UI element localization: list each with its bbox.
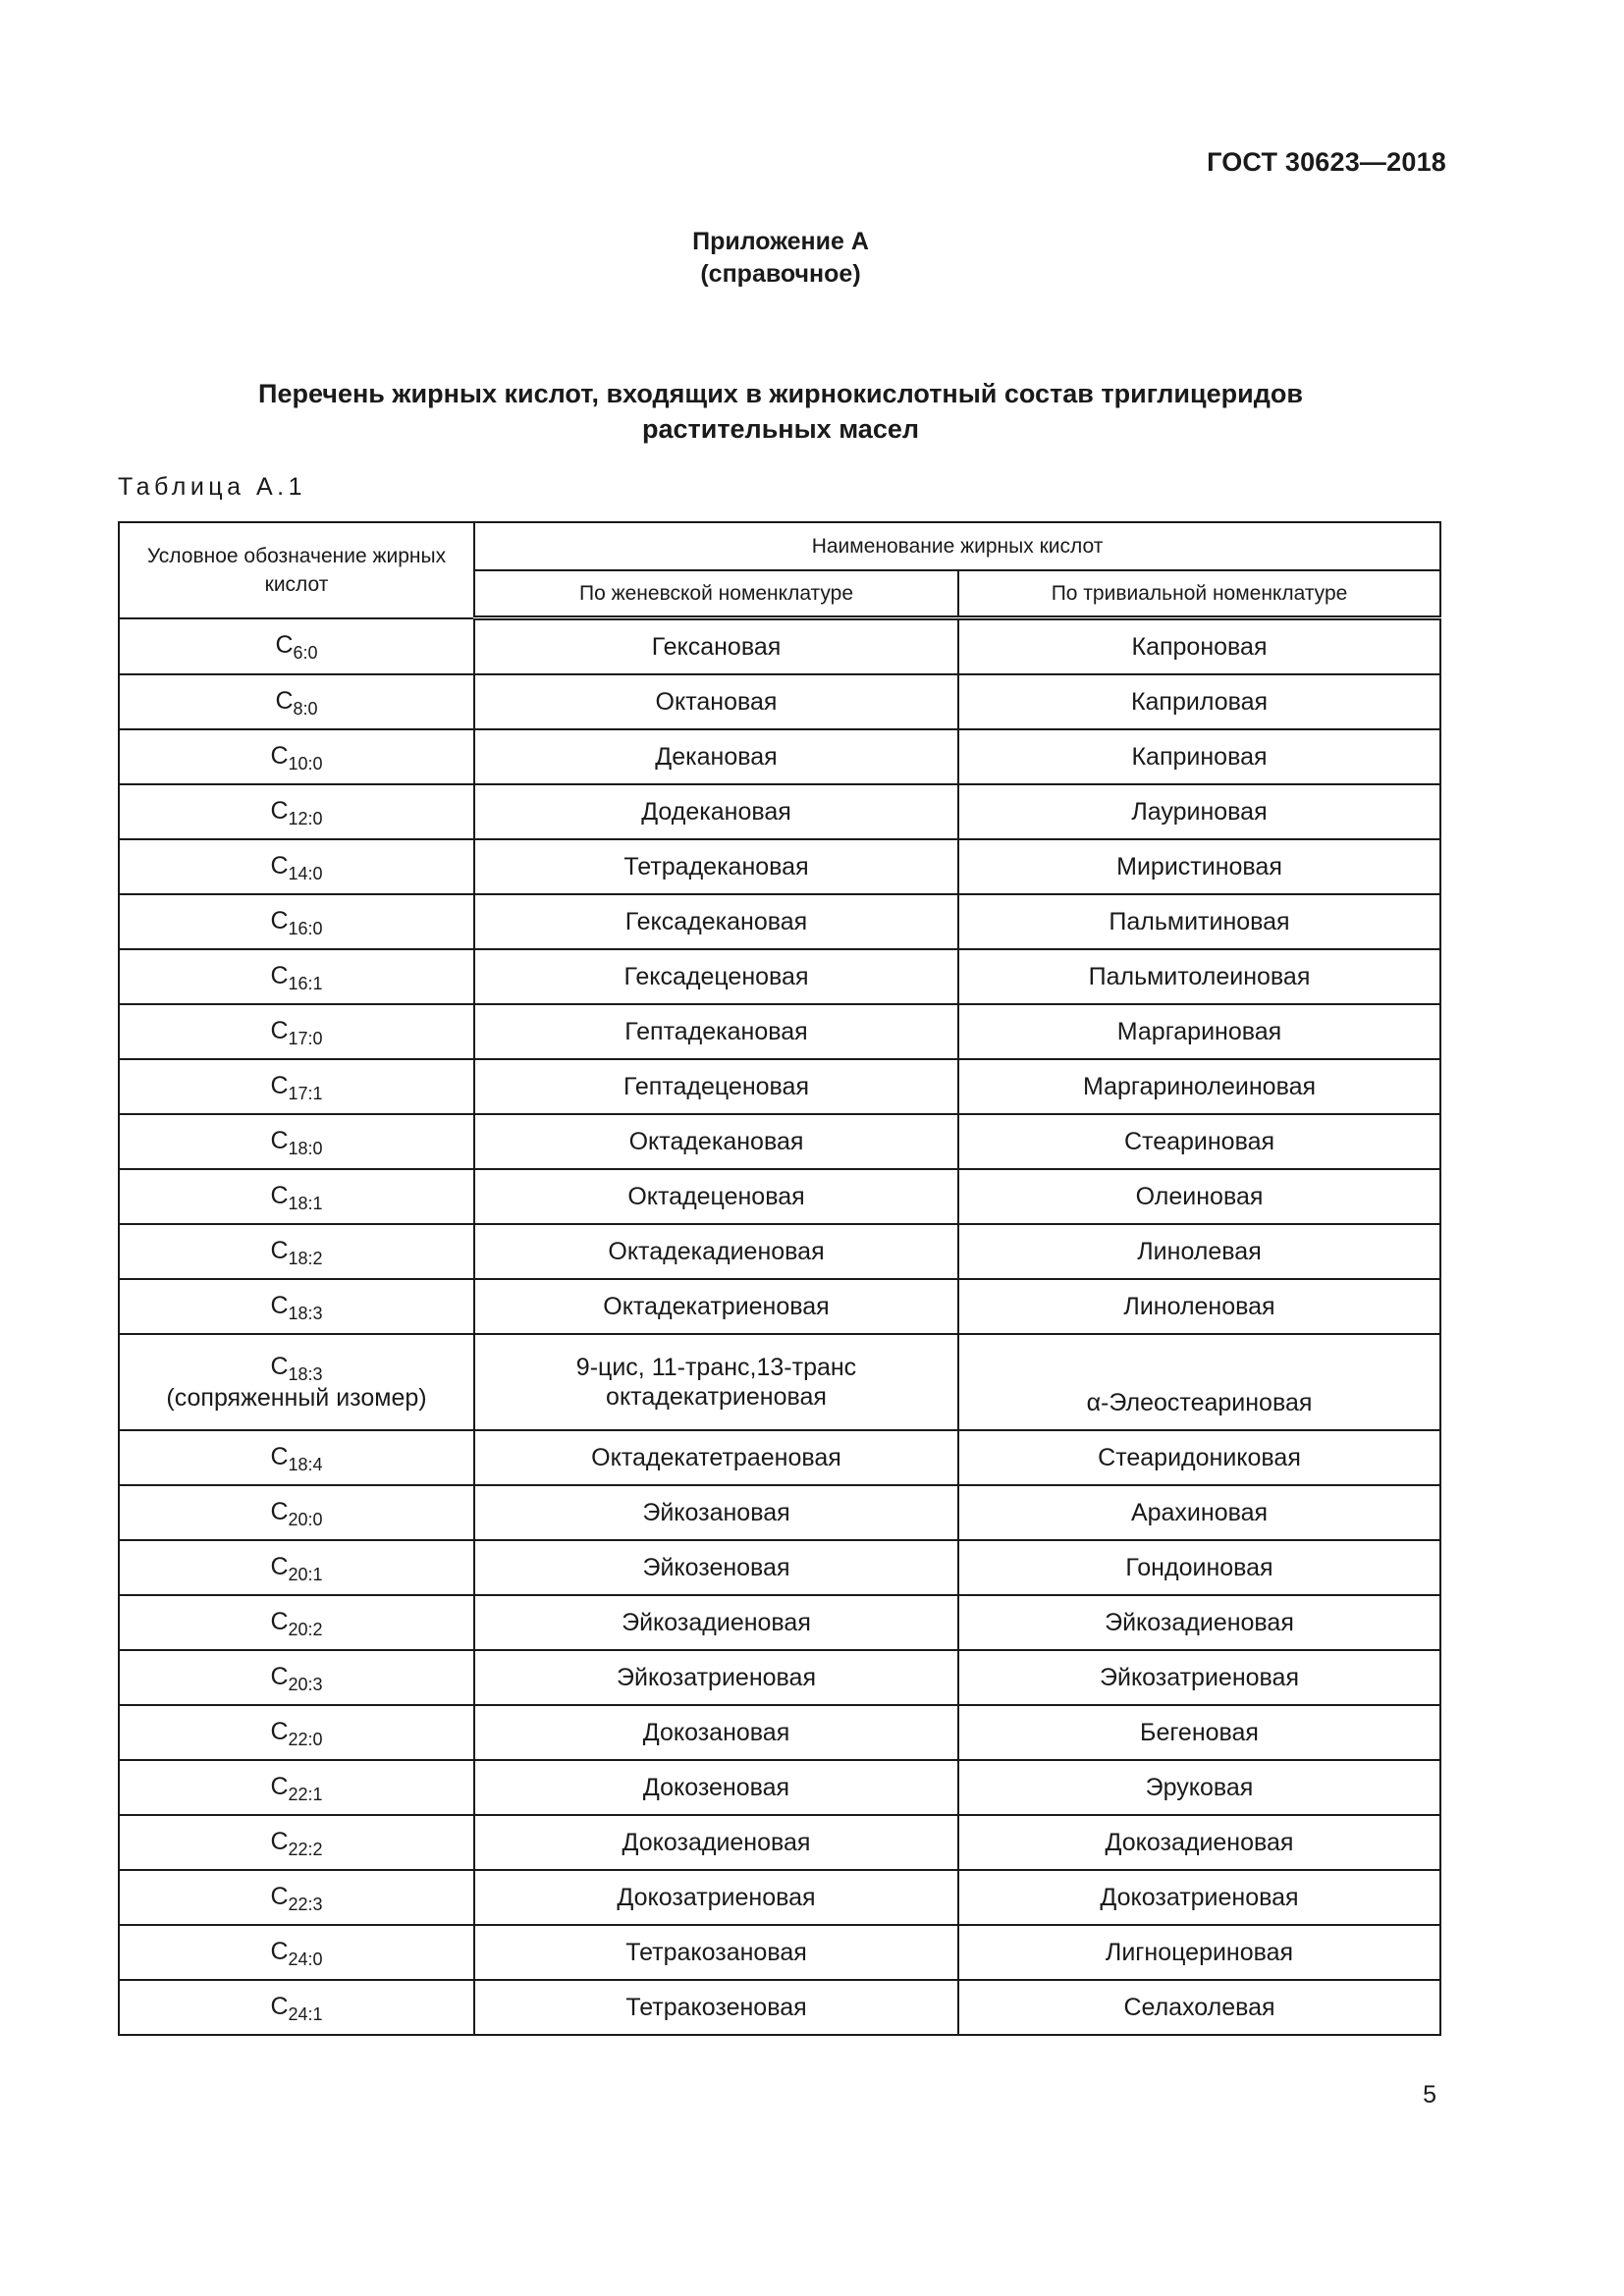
designation-base: C — [270, 1181, 289, 1209]
designation-base: C — [270, 1352, 289, 1380]
designation-base: C — [270, 851, 289, 880]
designation-base: C — [270, 1882, 289, 1910]
document-code: ГОСТ 30623—2018 — [1207, 147, 1446, 177]
designation-subscript: 24:0 — [288, 1949, 323, 1969]
fatty-acids-table — [118, 521, 1441, 2036]
table-row — [119, 1430, 1440, 1485]
acid-designation — [270, 1882, 323, 1914]
appendix-type: (справочное) — [700, 260, 861, 288]
cell-designation — [119, 674, 474, 729]
table-row — [119, 729, 1440, 784]
cell-designation — [119, 1540, 474, 1595]
designation-base: C — [270, 1662, 289, 1690]
cell-trivial-name: Гондоиновая — [958, 1540, 1440, 1595]
cell-geneva-name: Декановая — [474, 729, 958, 784]
cell-designation — [119, 1114, 474, 1169]
acid-designation — [270, 1126, 323, 1158]
designation-subscript: 6:0 — [293, 642, 318, 663]
table-row — [119, 1279, 1440, 1334]
designation-subscript: 18:4 — [288, 1454, 323, 1474]
cell-geneva-name: Додекановая — [474, 784, 958, 839]
designation-base: C — [270, 906, 289, 934]
cell-designation — [119, 618, 474, 675]
cell-designation — [119, 1430, 474, 1485]
designation-subscript: 16:1 — [288, 973, 323, 993]
cell-geneva-name: Октановая — [474, 674, 958, 729]
acid-designation — [270, 1071, 323, 1103]
designation-base: C — [270, 1772, 289, 1800]
cell-trivial-name: Олеиновая — [958, 1169, 1440, 1224]
cell-designation — [119, 894, 474, 949]
header-designation: Условное обозначение жирных кислот — [119, 522, 474, 618]
acid-designation — [270, 1937, 323, 1969]
page-title-line-2: растительных масел — [641, 414, 920, 444]
designation-subscript: 20:1 — [288, 1564, 323, 1584]
cell-trivial-name: Лауриновая — [958, 784, 1440, 839]
cell-trivial-name: Линоленовая — [958, 1279, 1440, 1334]
cell-designation — [119, 839, 474, 894]
designation-subscript: 22:0 — [288, 1729, 323, 1749]
table-row — [119, 1705, 1440, 1760]
acid-designation — [270, 1236, 323, 1268]
cell-trivial-name: Каприловая — [958, 674, 1440, 729]
cell-trivial-name: Эйкозадиеновая — [958, 1595, 1440, 1650]
cell-designation — [119, 1925, 474, 1980]
cell-designation — [119, 1279, 474, 1334]
cell-trivial-name: Маргаринолеиновая — [958, 1059, 1440, 1114]
cell-geneva-name: Октадекановая — [474, 1114, 958, 1169]
table-body — [119, 618, 1440, 2036]
cell-designation — [119, 1870, 474, 1925]
designation-subscript: 22:2 — [288, 1839, 323, 1859]
cell-trivial-name: Капроновая — [958, 618, 1440, 675]
acid-designation — [270, 1552, 323, 1584]
table-row — [119, 674, 1440, 729]
cell-trivial-name: Стеариновая — [958, 1114, 1440, 1169]
designation-note: (сопряженный изомер) — [166, 1383, 427, 1412]
cell-geneva-name: Гексановая — [474, 618, 958, 675]
cell-geneva-name: Октадекатетраеновая — [474, 1430, 958, 1485]
designation-base: C — [270, 796, 289, 825]
cell-geneva-name: Эйкозадиеновая — [474, 1595, 958, 1650]
cell-geneva-name: Докозановая — [474, 1705, 958, 1760]
acid-designation — [270, 961, 323, 993]
cell-geneva-name: Эйкозановая — [474, 1485, 958, 1540]
acid-designation — [270, 1442, 323, 1474]
cell-trivial-name: Эйкозатриеновая — [958, 1650, 1440, 1705]
cell-trivial-name: Стеаридониковая — [958, 1430, 1440, 1485]
table-row — [119, 1485, 1440, 1540]
cell-trivial-name: Линолевая — [958, 1224, 1440, 1279]
appendix-label: Приложение А — [692, 228, 869, 255]
cell-geneva-name: Октадекадиеновая — [474, 1224, 958, 1279]
cell-designation — [119, 1485, 474, 1540]
designation-subscript: 17:0 — [288, 1028, 323, 1048]
cell-trivial-name: Селахолевая — [958, 1980, 1440, 2035]
designation-subscript: 18:2 — [288, 1248, 323, 1268]
cell-geneva-name: Гептадекановая — [474, 1004, 958, 1059]
designation-subscript: 20:0 — [288, 1509, 323, 1529]
designation-base: C — [270, 961, 289, 989]
designation-base: C — [270, 1607, 289, 1635]
acid-designation — [270, 1772, 323, 1804]
cell-trivial-name: Миристиновая — [958, 839, 1440, 894]
designation-subscript: 18:3 — [288, 1303, 323, 1323]
cell-geneva-name: Докозатриеновая — [474, 1870, 958, 1925]
designation-base: C — [270, 1827, 289, 1855]
designation-subscript: 22:3 — [288, 1894, 323, 1914]
acid-designation — [270, 1291, 323, 1323]
acid-designation — [270, 1016, 323, 1048]
cell-designation — [119, 1650, 474, 1705]
cell-geneva-name: Октадекатриеновая — [474, 1279, 958, 1334]
cell-designation — [119, 949, 474, 1004]
acid-designation — [275, 686, 318, 719]
acid-designation — [270, 1717, 323, 1749]
cell-geneva-name: Эйкозатриеновая — [474, 1650, 958, 1705]
table-row — [119, 618, 1440, 675]
cell-trivial-name: Арахиновая — [958, 1485, 1440, 1540]
designation-base: C — [270, 1236, 289, 1264]
table-row — [119, 1169, 1440, 1224]
acid-designation — [270, 1662, 323, 1694]
cell-trivial-name: Пальмитолеиновая — [958, 949, 1440, 1004]
cell-trivial-name: Маргариновая — [958, 1004, 1440, 1059]
cell-designation — [119, 1980, 474, 2035]
table-row — [119, 1760, 1440, 1815]
designation-subscript: 24:1 — [288, 2003, 323, 2024]
designation-base: C — [270, 1126, 289, 1154]
cell-designation — [119, 1059, 474, 1114]
acid-designation — [270, 1827, 323, 1859]
header-trivial: По тривиальной номенклатуре — [958, 570, 1440, 618]
cell-geneva-name: Гексадеценовая — [474, 949, 958, 1004]
designation-base: C — [270, 1016, 289, 1044]
table-row — [119, 1540, 1440, 1595]
table-row — [119, 1334, 1440, 1430]
cell-trivial-name: Докозатриеновая — [958, 1870, 1440, 1925]
cell-geneva-name: Тетрадекановая — [474, 839, 958, 894]
cell-designation — [119, 1760, 474, 1815]
appendix-heading — [0, 226, 1561, 291]
cell-designation — [119, 1004, 474, 1059]
cell-designation — [119, 1705, 474, 1760]
designation-subscript: 18:0 — [288, 1138, 323, 1158]
acid-designation — [270, 1607, 323, 1639]
designation-subscript: 20:2 — [288, 1619, 323, 1639]
cell-geneva-name: Докозеновая — [474, 1760, 958, 1815]
acid-designation — [270, 1497, 323, 1529]
cell-trivial-name: Каприновая — [958, 729, 1440, 784]
table-row — [119, 1815, 1440, 1870]
page-title — [0, 376, 1561, 447]
cell-designation — [119, 1169, 474, 1224]
table-row — [119, 1980, 1440, 2035]
acid-designation — [270, 906, 323, 938]
table-row — [119, 1925, 1440, 1980]
designation-subscript: 10:0 — [288, 753, 323, 774]
cell-trivial-name: Докозадиеновая — [958, 1815, 1440, 1870]
acid-designation — [270, 741, 323, 774]
cell-trivial-name: Пальмитиновая — [958, 894, 1440, 949]
table-row — [119, 839, 1440, 894]
geneva-name-line-2: октадекатриеновая — [606, 1383, 827, 1411]
acid-designation — [270, 1352, 323, 1384]
designation-subscript: 22:1 — [288, 1784, 323, 1804]
header-names-group: Наименование жирных кислот — [474, 522, 1440, 570]
cell-trivial-name: Бегеновая — [958, 1705, 1440, 1760]
table-row — [119, 1870, 1440, 1925]
cell-designation — [119, 1224, 474, 1279]
cell-trivial-name: α-Элеостеариновая — [958, 1334, 1440, 1430]
cell-trivial-name: Эруковая — [958, 1760, 1440, 1815]
designation-subscript: 8:0 — [293, 698, 318, 719]
page-title-line-1: Перечень жирных кислот, входящих в жирнокислотный состав триглицеридов — [258, 379, 1303, 408]
designation-base: C — [270, 741, 289, 770]
cell-geneva-name: Тетракозановая — [474, 1925, 958, 1980]
geneva-name-line-1: 9-цис, 11-транс,13-транс — [575, 1354, 857, 1381]
designation-base: C — [270, 1717, 289, 1745]
table-caption: Таблица А.1 — [118, 473, 306, 501]
designation-base: C — [275, 686, 294, 715]
designation-base: C — [270, 1937, 289, 1965]
table-row — [119, 894, 1440, 949]
header-geneva: По женевской номенклатуре — [474, 570, 958, 618]
cell-geneva-name: Октадеценовая — [474, 1169, 958, 1224]
cell-designation — [119, 1595, 474, 1650]
page-number: 5 — [1423, 2081, 1436, 2109]
cell-designation — [119, 784, 474, 839]
table-row — [119, 784, 1440, 839]
designation-subscript: 18:1 — [288, 1193, 323, 1213]
cell-geneva-name: Гексадекановая — [474, 894, 958, 949]
cell-geneva-name: Эйкозеновая — [474, 1540, 958, 1595]
designation-subscript: 17:1 — [288, 1083, 323, 1103]
designation-base: C — [270, 1552, 289, 1580]
designation-base: C — [270, 1442, 289, 1470]
designation-subscript: 16:0 — [288, 918, 323, 938]
cell-geneva-name: Тетракозеновая — [474, 1980, 958, 2035]
cell-designation — [119, 729, 474, 784]
cell-geneva-name — [474, 1334, 958, 1430]
table-row — [119, 1114, 1440, 1169]
cell-designation — [119, 1815, 474, 1870]
table-row — [119, 1650, 1440, 1705]
cell-trivial-name: Лигноцериновая — [958, 1925, 1440, 1980]
acid-designation — [275, 630, 318, 663]
table-row — [119, 1595, 1440, 1650]
cell-geneva-name: Гептадеценовая — [474, 1059, 958, 1114]
designation-subscript: 20:3 — [288, 1674, 323, 1694]
table-row — [119, 949, 1440, 1004]
designation-base: C — [270, 1497, 289, 1525]
designation-subscript: 12:0 — [288, 808, 323, 828]
acid-designation — [270, 796, 323, 828]
acid-designation — [270, 851, 323, 883]
designation-base: C — [270, 1071, 289, 1099]
designation-base: C — [270, 1291, 289, 1319]
designation-base: C — [270, 1992, 289, 2020]
cell-geneva-name: Докозадиеновая — [474, 1815, 958, 1870]
designation-base: C — [275, 630, 294, 659]
table-row — [119, 1224, 1440, 1279]
cell-designation — [119, 1334, 474, 1430]
designation-subscript: 18:3 — [288, 1363, 323, 1384]
table-row — [119, 1004, 1440, 1059]
acid-designation — [270, 1992, 323, 2024]
table-row — [119, 1059, 1440, 1114]
acid-designation — [270, 1181, 323, 1213]
designation-subscript: 14:0 — [288, 863, 323, 883]
